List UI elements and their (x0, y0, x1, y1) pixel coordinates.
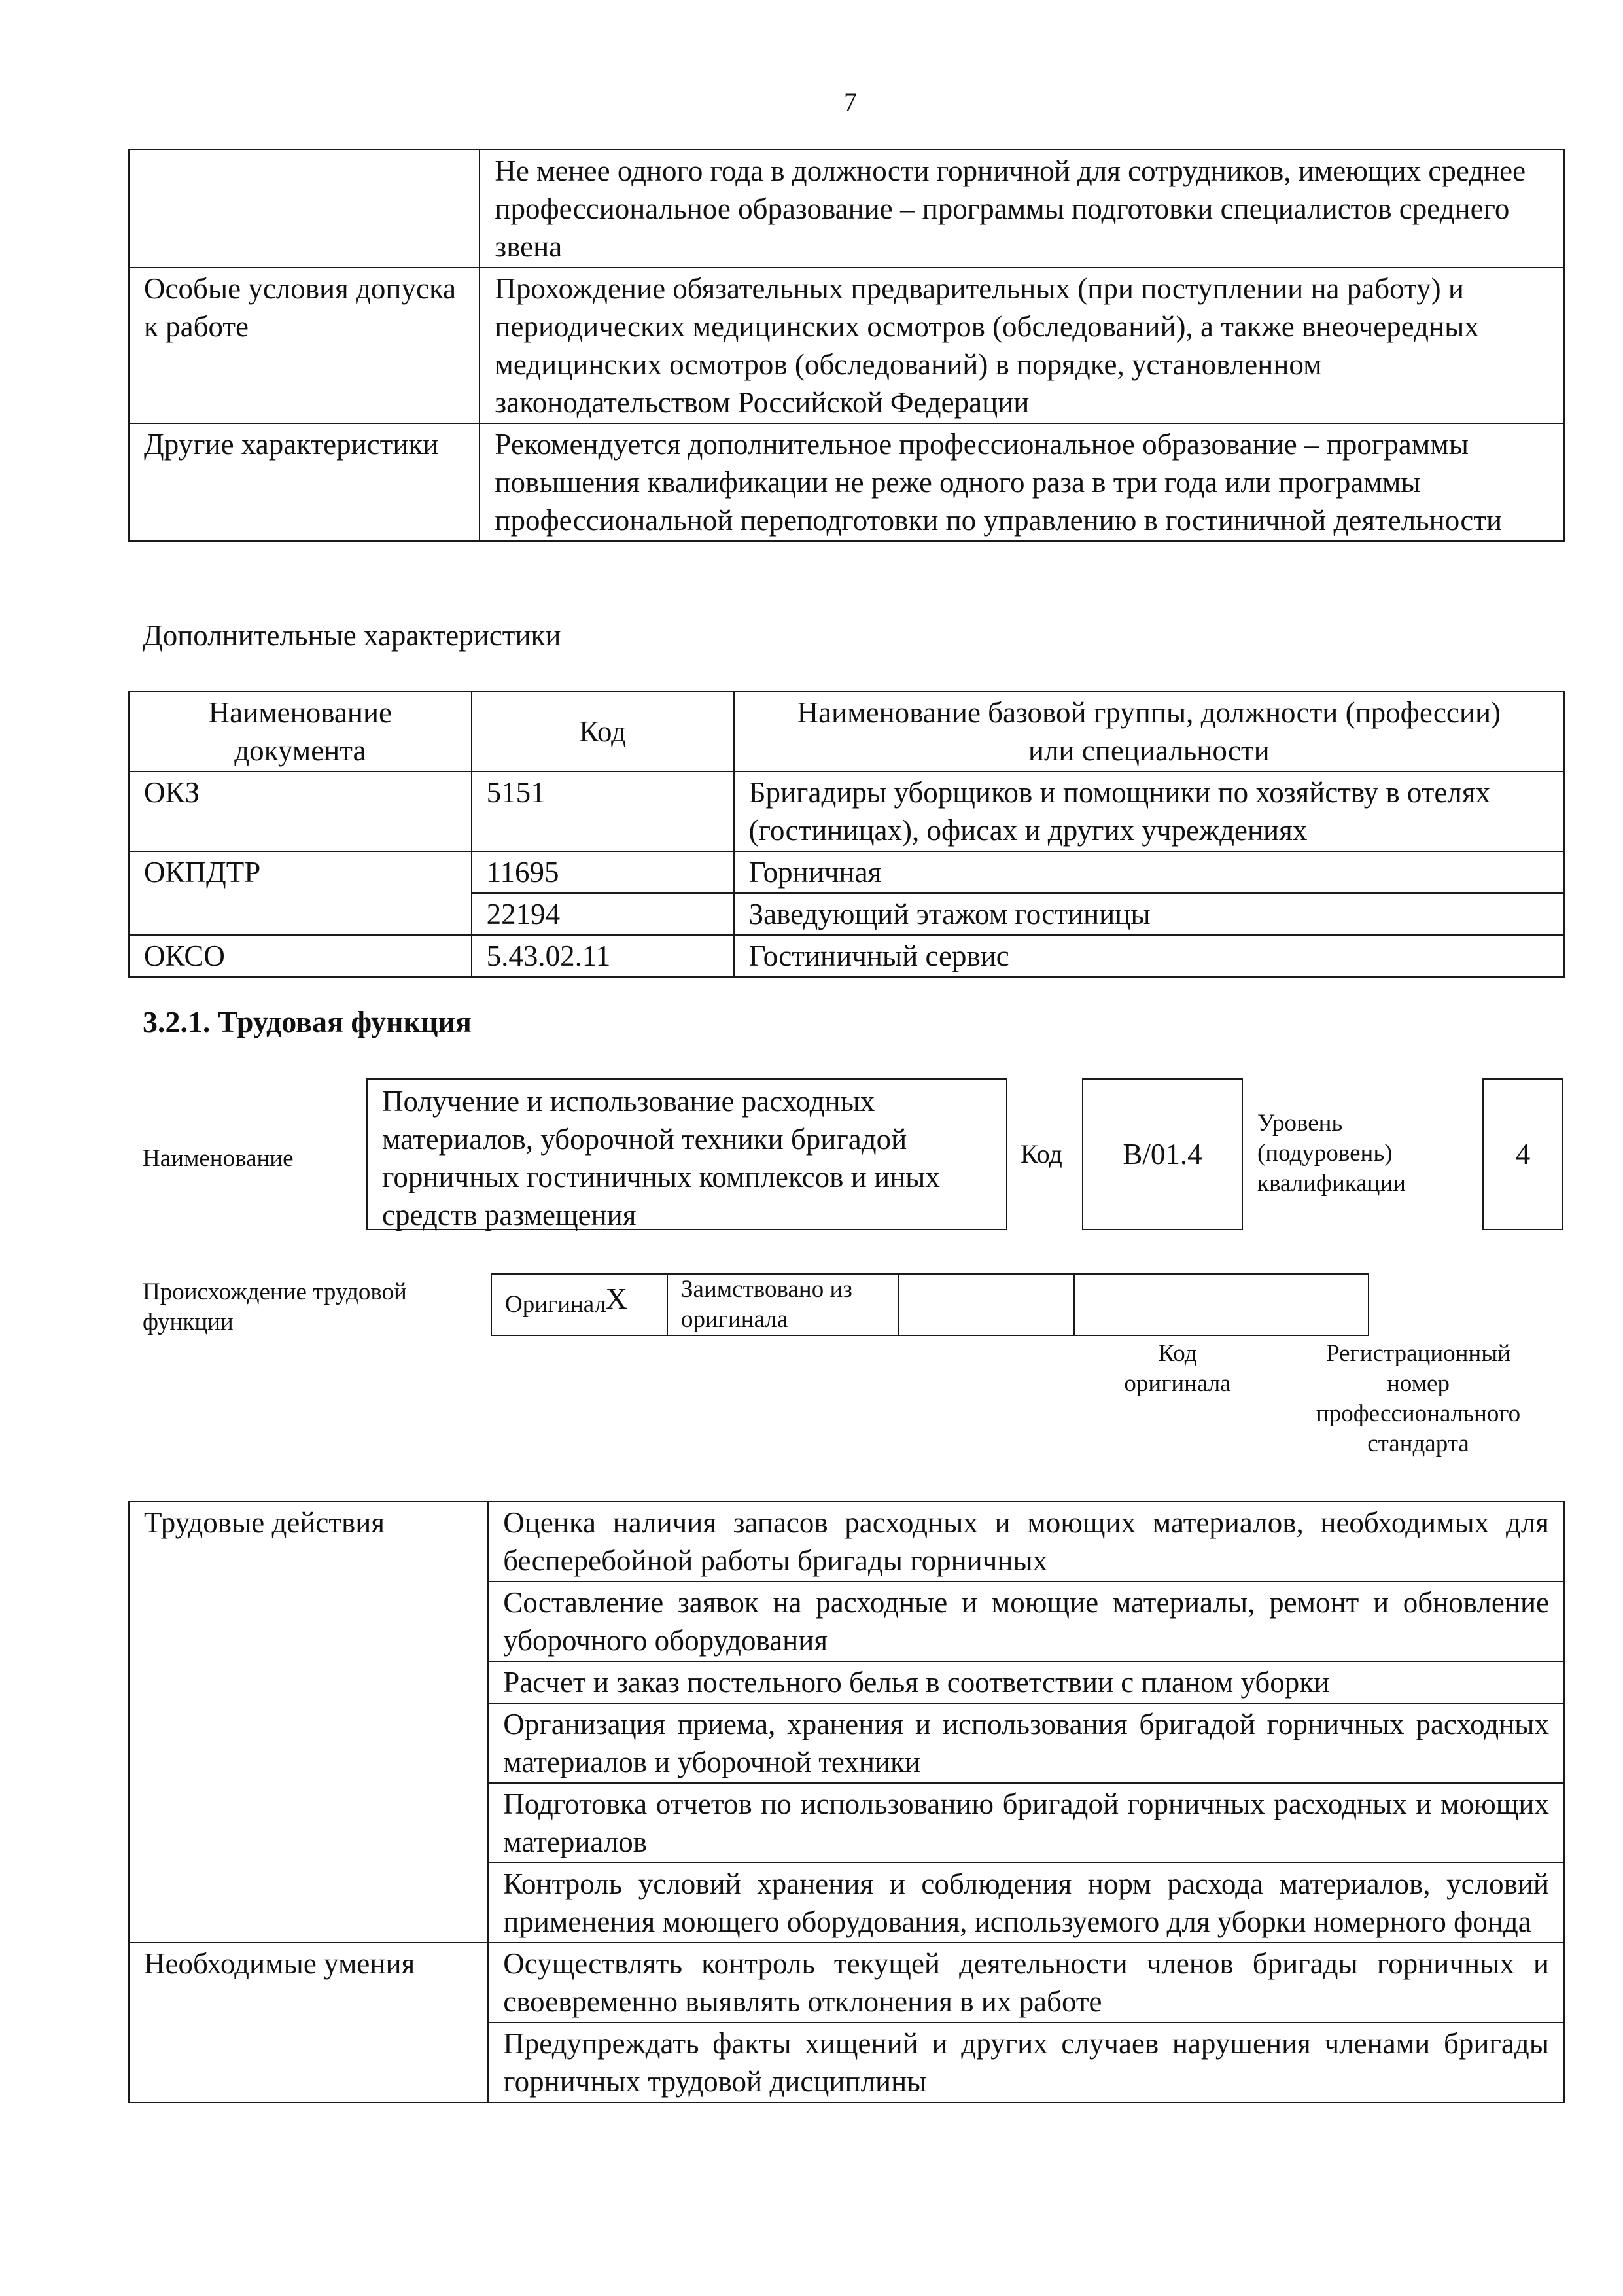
table-row (129, 423, 1564, 541)
cell-doc: ОКЗ (129, 771, 472, 851)
requirements-table (128, 149, 1565, 542)
registration-number-cell (1074, 1274, 1369, 1335)
cell-name: Горничная (734, 851, 1564, 893)
row-value: Прохождение обязательных предварительных (при поступлении на работу) и периодических медицинских осмотров (обследований), а также внеочередных медицинских осмотров (обследований) в порядке, установленном законодательством Российской Федерации (480, 268, 1564, 423)
registration-number-caption (1281, 1339, 1556, 1459)
original-code-cell (899, 1274, 1074, 1335)
additional-table (128, 691, 1565, 978)
table-row (129, 150, 1564, 268)
cell-code: 5.43.02.11 (472, 935, 734, 977)
caption-line: оригинала (1124, 1370, 1231, 1397)
row-label: Особые условия допуска к работе (129, 268, 480, 423)
borrowed-cell (667, 1274, 899, 1335)
cell-name: Бригадиры уборщиков и помощники по хозяйству в отелях (гостиницах), офисах и других учреждениях (734, 771, 1564, 851)
duties-table (128, 1501, 1565, 2103)
row-value: Не менее одного года в должности горничной для сотрудников, имеющих среднее профессиональное образование – программы подготовки специалистов среднего звена (480, 150, 1564, 268)
header-name: Наименование базовой группы, должности (профессии) или специальности (734, 692, 1564, 771)
original-mark: X (605, 1282, 627, 1315)
section-title: 3.2.1. Трудовая функция (143, 1005, 472, 1038)
level-label-line: Уровень (1257, 1110, 1343, 1137)
additional-heading: Дополнительные характеристики (143, 619, 561, 652)
table-row (129, 935, 1564, 977)
skills-label: Необходимые умения (129, 1943, 488, 2102)
action-item: Организация приема, хранения и использования бригадой горничных расходных материалов и уборочной техники (488, 1703, 1564, 1783)
origin-table (491, 1273, 1369, 1336)
cell-name: Гостиничный сервис (734, 935, 1564, 977)
table-row (129, 771, 1564, 851)
header-doc: Наименование документа (129, 692, 472, 771)
caption-line: Код (1158, 1340, 1197, 1367)
action-item: Оценка наличия запасов расходных и моющих материалов, необходимых для бесперебойной работы бригады горничных (488, 1502, 1564, 1581)
origin-label-line: Происхождение трудовой (143, 1279, 407, 1305)
cell-doc: ОКПДТР (129, 851, 472, 935)
action-item: Расчет и заказ постельного белья в соответствии с планом уборки (488, 1661, 1564, 1703)
caption-line: номер (1387, 1370, 1450, 1397)
skill-item: Осуществлять контроль текущей деятельности членов бригады горничных и своевременно выявлять отклонения в их работе (488, 1943, 1564, 2022)
level-box: 4 (1482, 1078, 1563, 1230)
cell-name: Заведующий этажом гостиницы (734, 893, 1564, 935)
origin-label (143, 1277, 407, 1337)
origin-label-line: функции (143, 1309, 234, 1335)
row-label (129, 150, 480, 268)
level-label (1257, 1108, 1406, 1199)
table-row (129, 1943, 1564, 2022)
original-code-caption (1109, 1339, 1246, 1399)
row-value: Рекомендуется дополнительное профессиональное образование – программы повышения квалификации не реже одного раза в три года или программы профессиональной переподготовки по управлению в гостиничной деятельности (480, 423, 1564, 541)
original-label: Оригинал (505, 1291, 607, 1318)
original-cell (491, 1274, 667, 1335)
table-row (129, 1502, 1564, 1581)
function-name-box: Получение и использование расходных материалов, уборочной техники бригадой горничных гостиничных комплексов и иных средств размещения (366, 1078, 1007, 1230)
actions-label: Трудовые действия (129, 1502, 488, 1943)
level-label-line: квалификации (1257, 1170, 1406, 1197)
borrowed-label-line: Заимствовано из (681, 1276, 852, 1303)
table-header-row (129, 692, 1564, 771)
action-item: Подготовка отчетов по использованию бригадой горничных расходных и моющих материалов (488, 1783, 1564, 1863)
row-label: Другие характеристики (129, 423, 480, 541)
level-label-line: (подуровень) (1257, 1140, 1393, 1167)
cell-doc: ОКСО (129, 935, 472, 977)
caption-line: Регистрационный (1326, 1340, 1510, 1367)
action-item: Составление заявок на расходные и моющие материалы, ремонт и обновление уборочного оборудования (488, 1581, 1564, 1661)
caption-line: стандарта (1367, 1430, 1469, 1457)
table-row (129, 268, 1564, 423)
cell-code: 11695 (472, 851, 734, 893)
function-name-label: Наименование (143, 1145, 294, 1172)
caption-line: профессионального (1316, 1400, 1521, 1427)
table-row (129, 851, 1564, 893)
page-number: 7 (844, 87, 857, 116)
table-row (491, 1274, 1369, 1335)
action-item: Контроль условий хранения и соблюдения норм расхода материалов, условий применения моющего оборудования, используемого для уборки номерного фонда (488, 1863, 1564, 1943)
cell-code: 22194 (472, 893, 734, 935)
function-code-label: Код (1021, 1139, 1062, 1169)
header-code: Код (472, 692, 734, 771)
skill-item: Предупреждать факты хищений и других случаев нарушения членами бригады горничных трудовой дисциплины (488, 2022, 1564, 2102)
cell-code: 5151 (472, 771, 734, 851)
function-code-box: B/01.4 (1082, 1078, 1243, 1230)
borrowed-label-line: оригинала (681, 1306, 788, 1333)
